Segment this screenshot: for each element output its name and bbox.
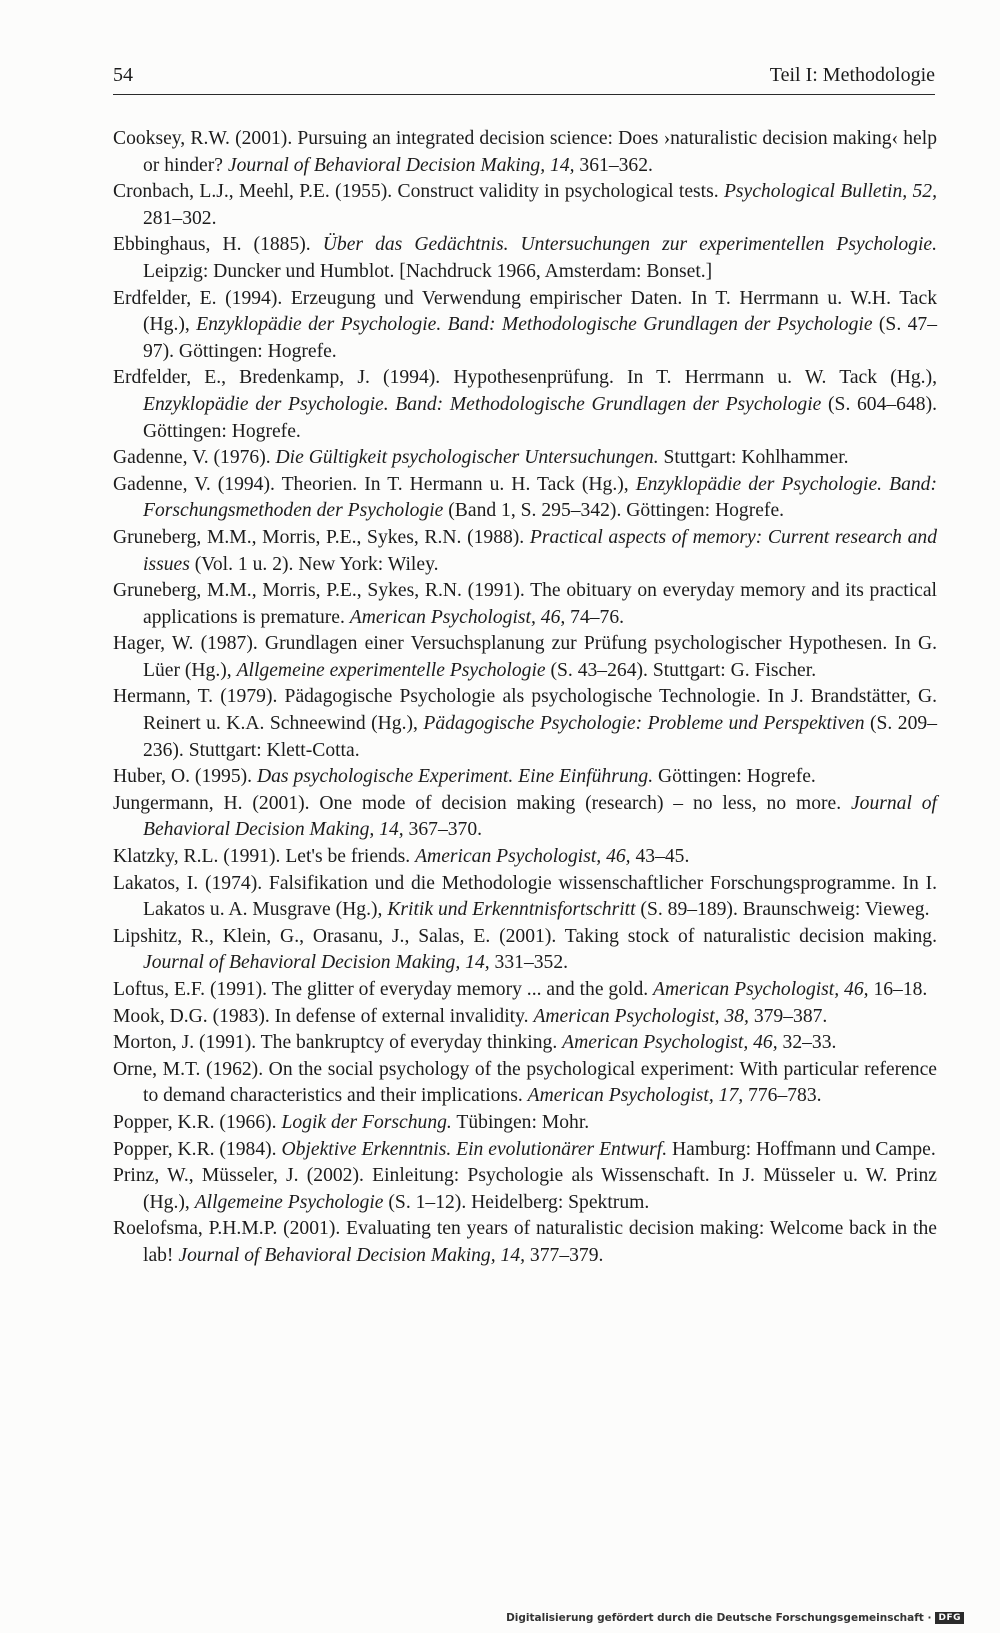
reference-text: Gruneberg, M.M., Morris, P.E., Sykes, R.N. (1988). bbox=[113, 526, 530, 548]
page-header bbox=[113, 60, 935, 95]
reference-text: Roelofsma, P.H.M.P. (2001). Evaluating ten years of naturalistic decision making: Welcome back in the lab! bbox=[113, 1218, 937, 1266]
reference-entry bbox=[113, 1137, 937, 1164]
reference-entry bbox=[113, 126, 937, 179]
reference-text: (S. 89–189). Braunschweig: Vieweg. bbox=[635, 899, 930, 921]
reference-text: Gruneberg, M.M., Morris, P.E., Sykes, R.N. (1991). The obituary on everyday memory and its practical applications is premature. bbox=[113, 580, 937, 628]
reference-italic-text: Psychological Bulletin, 52, bbox=[723, 181, 937, 203]
reference-text: (S. 1–12). Heidelberg: Spektrum. bbox=[383, 1191, 650, 1213]
reference-entry bbox=[113, 445, 937, 472]
reference-text: (S. 604–648). Göttingen: Hogrefe. bbox=[143, 393, 937, 442]
reference-entry bbox=[113, 1030, 937, 1057]
reference-text: Gadenne, V. (1976). bbox=[113, 447, 276, 469]
reference-text: Leipzig: Duncker und Humblot. [Nachdruck 1966, Amsterdam: Bonset.] bbox=[143, 260, 713, 282]
reference-text: Morton, J. (1991). The bankruptcy of everyday thinking. bbox=[113, 1032, 563, 1054]
reference-entry bbox=[113, 179, 937, 232]
reference-italic-text: Allgemeine experimentelle Psychologie bbox=[236, 659, 546, 681]
reference-text: Cronbach, L.J., Meehl, P.E. (1955). Construct validity in psychological tests. bbox=[113, 181, 724, 203]
reference-entry bbox=[113, 924, 937, 977]
reference-entry bbox=[113, 232, 937, 285]
reference-italic-text: Pädagogische Psychologie: Probleme und Perspektiven bbox=[423, 713, 865, 735]
reference-italic-text: Journal of Behavioral Decision Making, 14, bbox=[227, 154, 575, 176]
reference-text: Huber, O. (1995). bbox=[113, 766, 257, 788]
reference-entry bbox=[113, 1163, 937, 1216]
reference-text: (S. 209–236). Stuttgart: Klett-Cotta. bbox=[143, 713, 937, 761]
reference-entry bbox=[113, 631, 937, 684]
reference-text: (S. 43–264). Stuttgart: G. Fischer. bbox=[545, 659, 817, 681]
reference-text: 16–18. bbox=[868, 979, 928, 1000]
reference-text: Loftus, E.F. (1991). The glitter of everyday memory ... and the gold. bbox=[113, 979, 654, 1000]
reference-italic-text: American Psychologist, 38, bbox=[533, 1005, 749, 1027]
reference-text: Tübingen: Mohr. bbox=[451, 1111, 590, 1133]
reference-text: Lakatos, I. (1974). Falsifikation und die Methodologie wissenschaftlicher Forschungsprogramme. In I. Lakatos u. A. Musgrave (Hg.), bbox=[113, 872, 937, 921]
reference-text: Mook, D.G. (1983). In defense of external invalidity. bbox=[113, 1005, 534, 1027]
reference-entry bbox=[113, 1057, 937, 1110]
reference-text: Prinz, W., Müsseler, J. (2002). Einleitung: Psychologie als Wissenschaft. In J. Müsseler u. W. Prinz (Hg.), bbox=[113, 1165, 937, 1213]
reference-text: Orne, M.T. (1962). On the social psychology of the psychological experiment: With particular reference to demand characteristics and their implications. bbox=[113, 1058, 937, 1107]
reference-text: Klatzky, R.L. (1991). Let's be friends. bbox=[113, 846, 416, 868]
reference-text: Hermann, T. (1979). Pädagogische Psychologie als psychologische Technologie. In J. Brandstätter, G. Reinert u. K.A. Schneewind (Hg.), bbox=[113, 686, 937, 735]
reference-text: 379–387. bbox=[748, 1005, 828, 1027]
reference-text: Popper, K.R. (1966). bbox=[113, 1111, 282, 1133]
reference-entry bbox=[113, 1216, 937, 1269]
reference-text: 331–352. bbox=[489, 952, 569, 974]
reference-italic-text: Enzyklopädie der Psychologie. Band: Methodologische Grundlagen der Psychologie bbox=[196, 314, 873, 336]
reference-italic-text: American Psychologist, 17, bbox=[527, 1085, 744, 1107]
reference-text: Popper, K.R. (1984). bbox=[113, 1138, 282, 1160]
reference-text: 281–302. bbox=[143, 207, 217, 229]
reference-text: (Vol. 1 u. 2). New York: Wiley. bbox=[189, 553, 439, 575]
reference-text: Stuttgart: Kohlhammer. bbox=[658, 447, 849, 469]
reference-text: Hager, W. (1987). Grundlagen einer Versuchsplanung zur Prüfung psychologischer Hypothesen. In G. Lüer (Hg.), bbox=[113, 633, 937, 681]
reference-text: Ebbinghaus, H. (1885). bbox=[113, 234, 323, 256]
footer-text: Digitalisierung gefördert durch die Deutsche Forschungsgemeinschaft · bbox=[506, 1612, 932, 1624]
reference-text: 74–76. bbox=[565, 606, 625, 628]
reference-italic-text: Enzyklopädie der Psychologie. Band: Forschungsmethoden der Psychologie bbox=[143, 473, 937, 522]
reference-italic-text: Journal of Behavioral Decision Making, 14, bbox=[178, 1244, 526, 1266]
reference-italic-text: Journal of Behavioral Decision Making, 14, bbox=[143, 952, 490, 974]
reference-italic-text: Enzyklopädie der Psychologie. Band: Methodologische Grundlagen der Psychologie bbox=[143, 393, 822, 415]
reference-italic-text: American Psychologist, 46, bbox=[653, 979, 869, 1000]
reference-text: 367–370. bbox=[403, 819, 483, 841]
reference-entry bbox=[113, 525, 937, 578]
reference-entry bbox=[113, 1110, 937, 1137]
reference-text: 32–33. bbox=[777, 1032, 837, 1054]
reference-text: Jungermann, H. (2001). One mode of decision making (research) – no less, no more. bbox=[113, 792, 851, 814]
reference-entry bbox=[113, 871, 937, 924]
reference-entry bbox=[113, 977, 937, 1004]
reference-text: 377–379. bbox=[525, 1244, 604, 1266]
reference-italic-text: American Psychologist, 46, bbox=[415, 846, 631, 868]
reference-italic-text: American Psychologist, 46, bbox=[562, 1032, 778, 1054]
reference-text: Erdfelder, E. (1994). Erzeugung und Verwendung empirischer Daten. In T. Herrmann u. W.H. Tack (Hg.), bbox=[113, 287, 937, 336]
reference-text: Erdfelder, E., Bredenkamp, J. (1994). Hypothesenprüfung. In T. Herrmann u. W. Tack (Hg.), bbox=[113, 367, 937, 389]
page-number: 54 bbox=[113, 64, 133, 86]
reference-text: 43–45. bbox=[630, 846, 690, 868]
reference-italic-text: Journal of Behavioral Decision Making, 14, bbox=[143, 792, 938, 841]
reference-entry bbox=[113, 764, 937, 791]
reference-entry bbox=[113, 578, 937, 631]
reference-entry bbox=[113, 286, 937, 366]
reference-italic-text: Practical aspects of memory: Current research and issues bbox=[143, 526, 938, 575]
reference-italic-text: Objektive Erkenntnis. Ein evolutionärer Entwurf. bbox=[281, 1138, 668, 1160]
reference-entry bbox=[113, 791, 937, 844]
reference-text: Hamburg: Hoffmann und Campe. bbox=[667, 1138, 936, 1160]
reference-list bbox=[113, 126, 937, 1270]
reference-italic-text: Das psychologische Experiment. Eine Einführung. bbox=[256, 766, 654, 788]
reference-text: (S. 47–97). Göttingen: Hogrefe. bbox=[143, 314, 937, 362]
running-head: Teil I: Methodologie bbox=[769, 64, 935, 86]
reference-text: 361–362. bbox=[574, 154, 653, 176]
reference-italic-text: Kritik und Erkenntnisfortschritt bbox=[387, 899, 636, 921]
reference-entry bbox=[113, 844, 937, 871]
reference-entry bbox=[113, 684, 937, 764]
reference-italic-text: American Psychologist, 46, bbox=[349, 606, 566, 628]
reference-italic-text: Logik der Forschung. bbox=[281, 1111, 452, 1133]
dfg-logo: DFG bbox=[935, 1612, 964, 1624]
reference-entry bbox=[113, 1004, 937, 1031]
reference-text: (Band 1, S. 295–342). Göttingen: Hogrefe. bbox=[443, 500, 785, 522]
digitization-footer bbox=[506, 1612, 964, 1624]
reference-text: Göttingen: Hogrefe. bbox=[653, 766, 816, 788]
reference-italic-text: Allgemeine Psychologie bbox=[194, 1191, 384, 1213]
reference-entry bbox=[113, 472, 937, 525]
reference-text: 776–783. bbox=[743, 1085, 822, 1107]
reference-entry bbox=[113, 365, 937, 445]
reference-text: Lipshitz, R., Klein, G., Orasanu, J., Salas, E. (2001). Taking stock of naturalistic decision making. bbox=[113, 925, 937, 947]
reference-text: Cooksey, R.W. (2001). Pursuing an integrated decision science: Does ›naturalistic decision making‹ help or hinder? bbox=[113, 128, 937, 176]
reference-text: Gadenne, V. (1994). Theorien. In T. Hermann u. H. Tack (Hg.), bbox=[113, 473, 636, 495]
reference-italic-text: Die Gültigkeit psychologischer Untersuchungen. bbox=[275, 447, 659, 469]
reference-italic-text: Über das Gedächtnis. Untersuchungen zur experimentellen Psychologie. bbox=[322, 234, 938, 256]
